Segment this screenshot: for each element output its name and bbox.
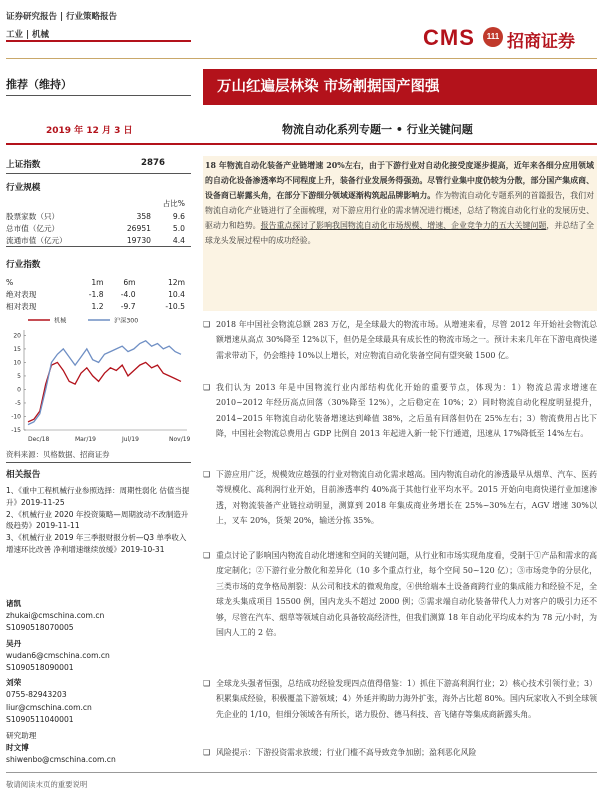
source-note: 资料来源：贝格数据、招商证券 <box>6 450 110 459</box>
related-reports <box>6 468 191 556</box>
series-line-1 <box>28 341 181 425</box>
bullet-icon: ❑ <box>203 320 211 329</box>
table-row: 相对表现 1.2 -9.7 -10.5 <box>6 301 185 311</box>
index-block <box>6 158 191 170</box>
bullet-icon: ❑ <box>203 551 211 560</box>
legend-label: 沪深300 <box>114 317 139 325</box>
y-tick-label: 5 <box>17 372 21 380</box>
related-title: 相关报告 <box>6 470 41 480</box>
report-title: 万山红遍层林染 市场割据国产图强 <box>203 69 597 105</box>
index-value: 2876 <box>141 158 165 168</box>
analyst-name: 刘荣 <box>6 678 22 688</box>
footer-rule <box>6 772 597 773</box>
y-tick-label: -5 <box>15 399 21 407</box>
date-rule <box>6 143 597 145</box>
analyst-email[interactable]: wudan6@cmschina.com.cn <box>6 650 110 660</box>
header-rule <box>6 40 191 42</box>
bullet-item: ❑ 风险提示：下游投资需求放缓；行业门槛不高导致竞争加剧；盈利恶化风险 <box>203 745 597 760</box>
cms-logo <box>423 25 593 51</box>
industry-scale-title: 行业规模 <box>6 183 41 193</box>
rating: 推荐（维持） <box>6 78 72 91</box>
list-item[interactable]: 1、《重中工程机械行业参照选择：周期性弱化 估值当提升》2019-11-25 <box>6 486 190 507</box>
assistant-name: 时文博 <box>6 743 29 753</box>
rating-rule <box>6 95 191 96</box>
industry-scale <box>6 181 191 246</box>
logo-badge-icon: 111 <box>483 27 503 47</box>
y-tick-label: 0 <box>17 386 21 394</box>
y-tick-label: -10 <box>11 413 21 421</box>
table-row: 流通市值（亿元） 19730 4.4 <box>6 235 185 245</box>
table-row: 总市值（亿元） 26951 5.0 <box>6 223 185 233</box>
bullet-item: ❑ 全球龙头强者恒强，总结成功经验发现四点值得借鉴：1）抓住下游高利润行业；2）核心技术引领行业；3）积累集成经验，积极覆盖下游领域；4）外延并购助力海外扩张，海外占比超 80%。国内玩家收入不到全球领先企业的 1/10，但细分领域各有所长，诺力股份、德马科技、音飞储存等集成商新露头角。 <box>203 676 597 722</box>
analyst-email[interactable]: zhukai@cmschina.com.cn <box>6 611 105 621</box>
report-subtitle: 物流自动化系列专题一 • 行业关键问题 <box>282 123 473 136</box>
x-tick-label: Jul/19 <box>122 436 139 443</box>
analyst-code: S1090518070005 <box>6 623 74 633</box>
performance-chart <box>6 314 191 444</box>
analyst-code: S1090518090001 <box>6 663 74 673</box>
y-tick-label: 20 <box>13 332 21 340</box>
report-date: 2019 年 12 月 3 日 <box>46 126 133 136</box>
analyst-name: 吴丹 <box>6 638 22 648</box>
table-row: % 1m 6m 12m <box>6 277 185 287</box>
bullet-icon: ❑ <box>203 748 211 757</box>
industry-scale-table <box>6 210 191 246</box>
scale-col-header: 占比% <box>162 199 185 208</box>
logo-cn-text: 招商证券 <box>507 32 575 52</box>
bullet-icon: ❑ <box>203 383 211 392</box>
analyst-code: S1090511040001 <box>6 714 74 724</box>
footer-note: 敬请阅读末页的重要说明 <box>6 780 88 789</box>
summary-text: 18 年物流自动化装备产业链增速 20%左右，由于下游行业对自动化接受度逐步提高，近年来各细分应用领域的自动化设备渗透率均不同程度上升，装备行业发展务得强劲。尽管行业集中度仍较为分散，部分国产集成商、设备商已崭露头角，在部分下游细分领域逐渐构筑起品牌影响力。作为物流自动化专题系列的首篇报告，我们对物流自动化产业链进行了全面梳理，对下游应用行业的需求情况进行概述，总结了物流自动化行业的发展历史、驱动力和趋势。报告重点探讨了影响我国物流自动化市场规模、增速、企业竞争力的五大关键问题，并总结了全球龙头发展过程中的成功经验。 <box>205 161 594 246</box>
bullet-icon: ❑ <box>203 679 211 688</box>
assistant-email[interactable]: shiwenbo@cmschina.com.cn <box>6 755 116 765</box>
industry-path: 工业 | 机械 <box>6 30 50 40</box>
legend-label: 机械 <box>54 317 67 325</box>
divider <box>6 246 191 247</box>
bullet-item: ❑ 下游应用广泛，规模效应越强的行业对物流自动化需求越高。国内物流自动化的渗透最早从烟草、汽车、医药等规模化、高利润行业开始，目前渗透率约 40%高于其他行业平均水平。2015 开始向电商快递行业加速渗透，对物流装备产业链拉动明显，测算到 2018 年集成商业务增长在 25%~30%左右，AGV 增速 30%以上，叉车 20%，货架 20%，输送分拣 35%。 <box>203 467 597 529</box>
x-tick-label: Dec/18 <box>28 436 50 443</box>
list-item[interactable]: 3、《机械行业 2019 年三季报财报分析—Q3 单季收入增速环比改善 净利增速继续放缓》2019-10-31 <box>6 533 187 554</box>
y-tick-label: 10 <box>13 359 21 367</box>
top-divider <box>6 58 597 59</box>
list-item[interactable]: 2、《机械行业 2020 年投资策略—周期波动不改制造升级趋势》2019-11-11 <box>6 509 189 531</box>
analyst-email[interactable]: liur@cmschina.com.cn <box>6 702 92 712</box>
analyst-name: 诸凯 <box>6 599 22 608</box>
bullet-icon: ❑ <box>203 470 211 479</box>
table-row: 绝对表现 -1.8 -4.0 10.4 <box>6 289 185 299</box>
y-tick-label: 15 <box>13 345 21 353</box>
series-line-0 <box>28 362 181 422</box>
performance-table <box>6 276 191 312</box>
analyst-contacts <box>6 598 191 767</box>
related-list <box>6 485 191 556</box>
index-label: 上证指数 <box>6 160 41 170</box>
y-tick-label: -15 <box>11 427 21 434</box>
bullet-item: ❑ 2018 年中国社会物流总额 283 万亿，是全球最大的物流市场。从增速来看，尽管 2012 年开始社会物流总额增速从高点 30%降至 12%以下，但仍是全球最具有成长性的物流市场之一。预计未来几年在下游电商快递需求带动下，仍会维持 10%以上增长，对应物流自动化装备空间有望突破 1500 亿。 <box>203 317 597 363</box>
performance-title: 行业指数 <box>6 260 41 270</box>
divider <box>6 173 191 174</box>
performance <box>6 258 191 312</box>
cms-text: CMS <box>423 25 475 50</box>
assistant-label: 研究助理 <box>6 731 37 741</box>
table-row: 股票家数（只） 358 9.6 <box>6 211 185 221</box>
bullet-item: ❑ 重点讨论了影响国内物流自动化增速和空间的关键问题，从行业和市场实现角度看，受制于①产品和需求的高度定制化；②下游行业分散化和差异化（10 多个重点行业，每个空间 50~120 亿）；③市场竞争的分层化，三类市场的竞争格局割裂：从公司和技术的微观角度，④供给端本土设备商跨行业的集成能力和经验不足，全球龙头集成项目 15500 例，国内龙头不超过 2000 例；⑤需求端自动化装备带代人力对客户的吸引力还不够，尽管在汽车、烟草等领域自动化具备较高经济性，但我们测算 18 年自动化平均成本约为 78 元/小时，为国内人工的 2 倍。 <box>203 548 597 640</box>
x-tick-label: Mar/19 <box>75 436 96 443</box>
divider <box>6 462 191 463</box>
analyst-phone: 0755-82943203 <box>6 690 67 700</box>
report-type: 证券研究报告 | 行业策略报告 <box>6 12 118 22</box>
x-tick-label: Nov/19 <box>169 436 191 443</box>
bullet-item: ❑ 我们认为 2013 年是中国物流行业内部结构优化开始的重要节点，体现为：1）物流总需求增速在 2010~2012 年经历高点回落（30%降至 12%），之后稳定在 10%；2）同时物流自动化程度明显提升，2014~2015 年物流自动化装备增速达到峰值 38%，之后虽有回落但仍在 25%左右；3）物流费用占比下降，中国社会物流总费用占 GDP 比例自 2013 年起进入新一轮下行通道，迅速从 17%降低至 14%左右。 <box>203 380 597 442</box>
